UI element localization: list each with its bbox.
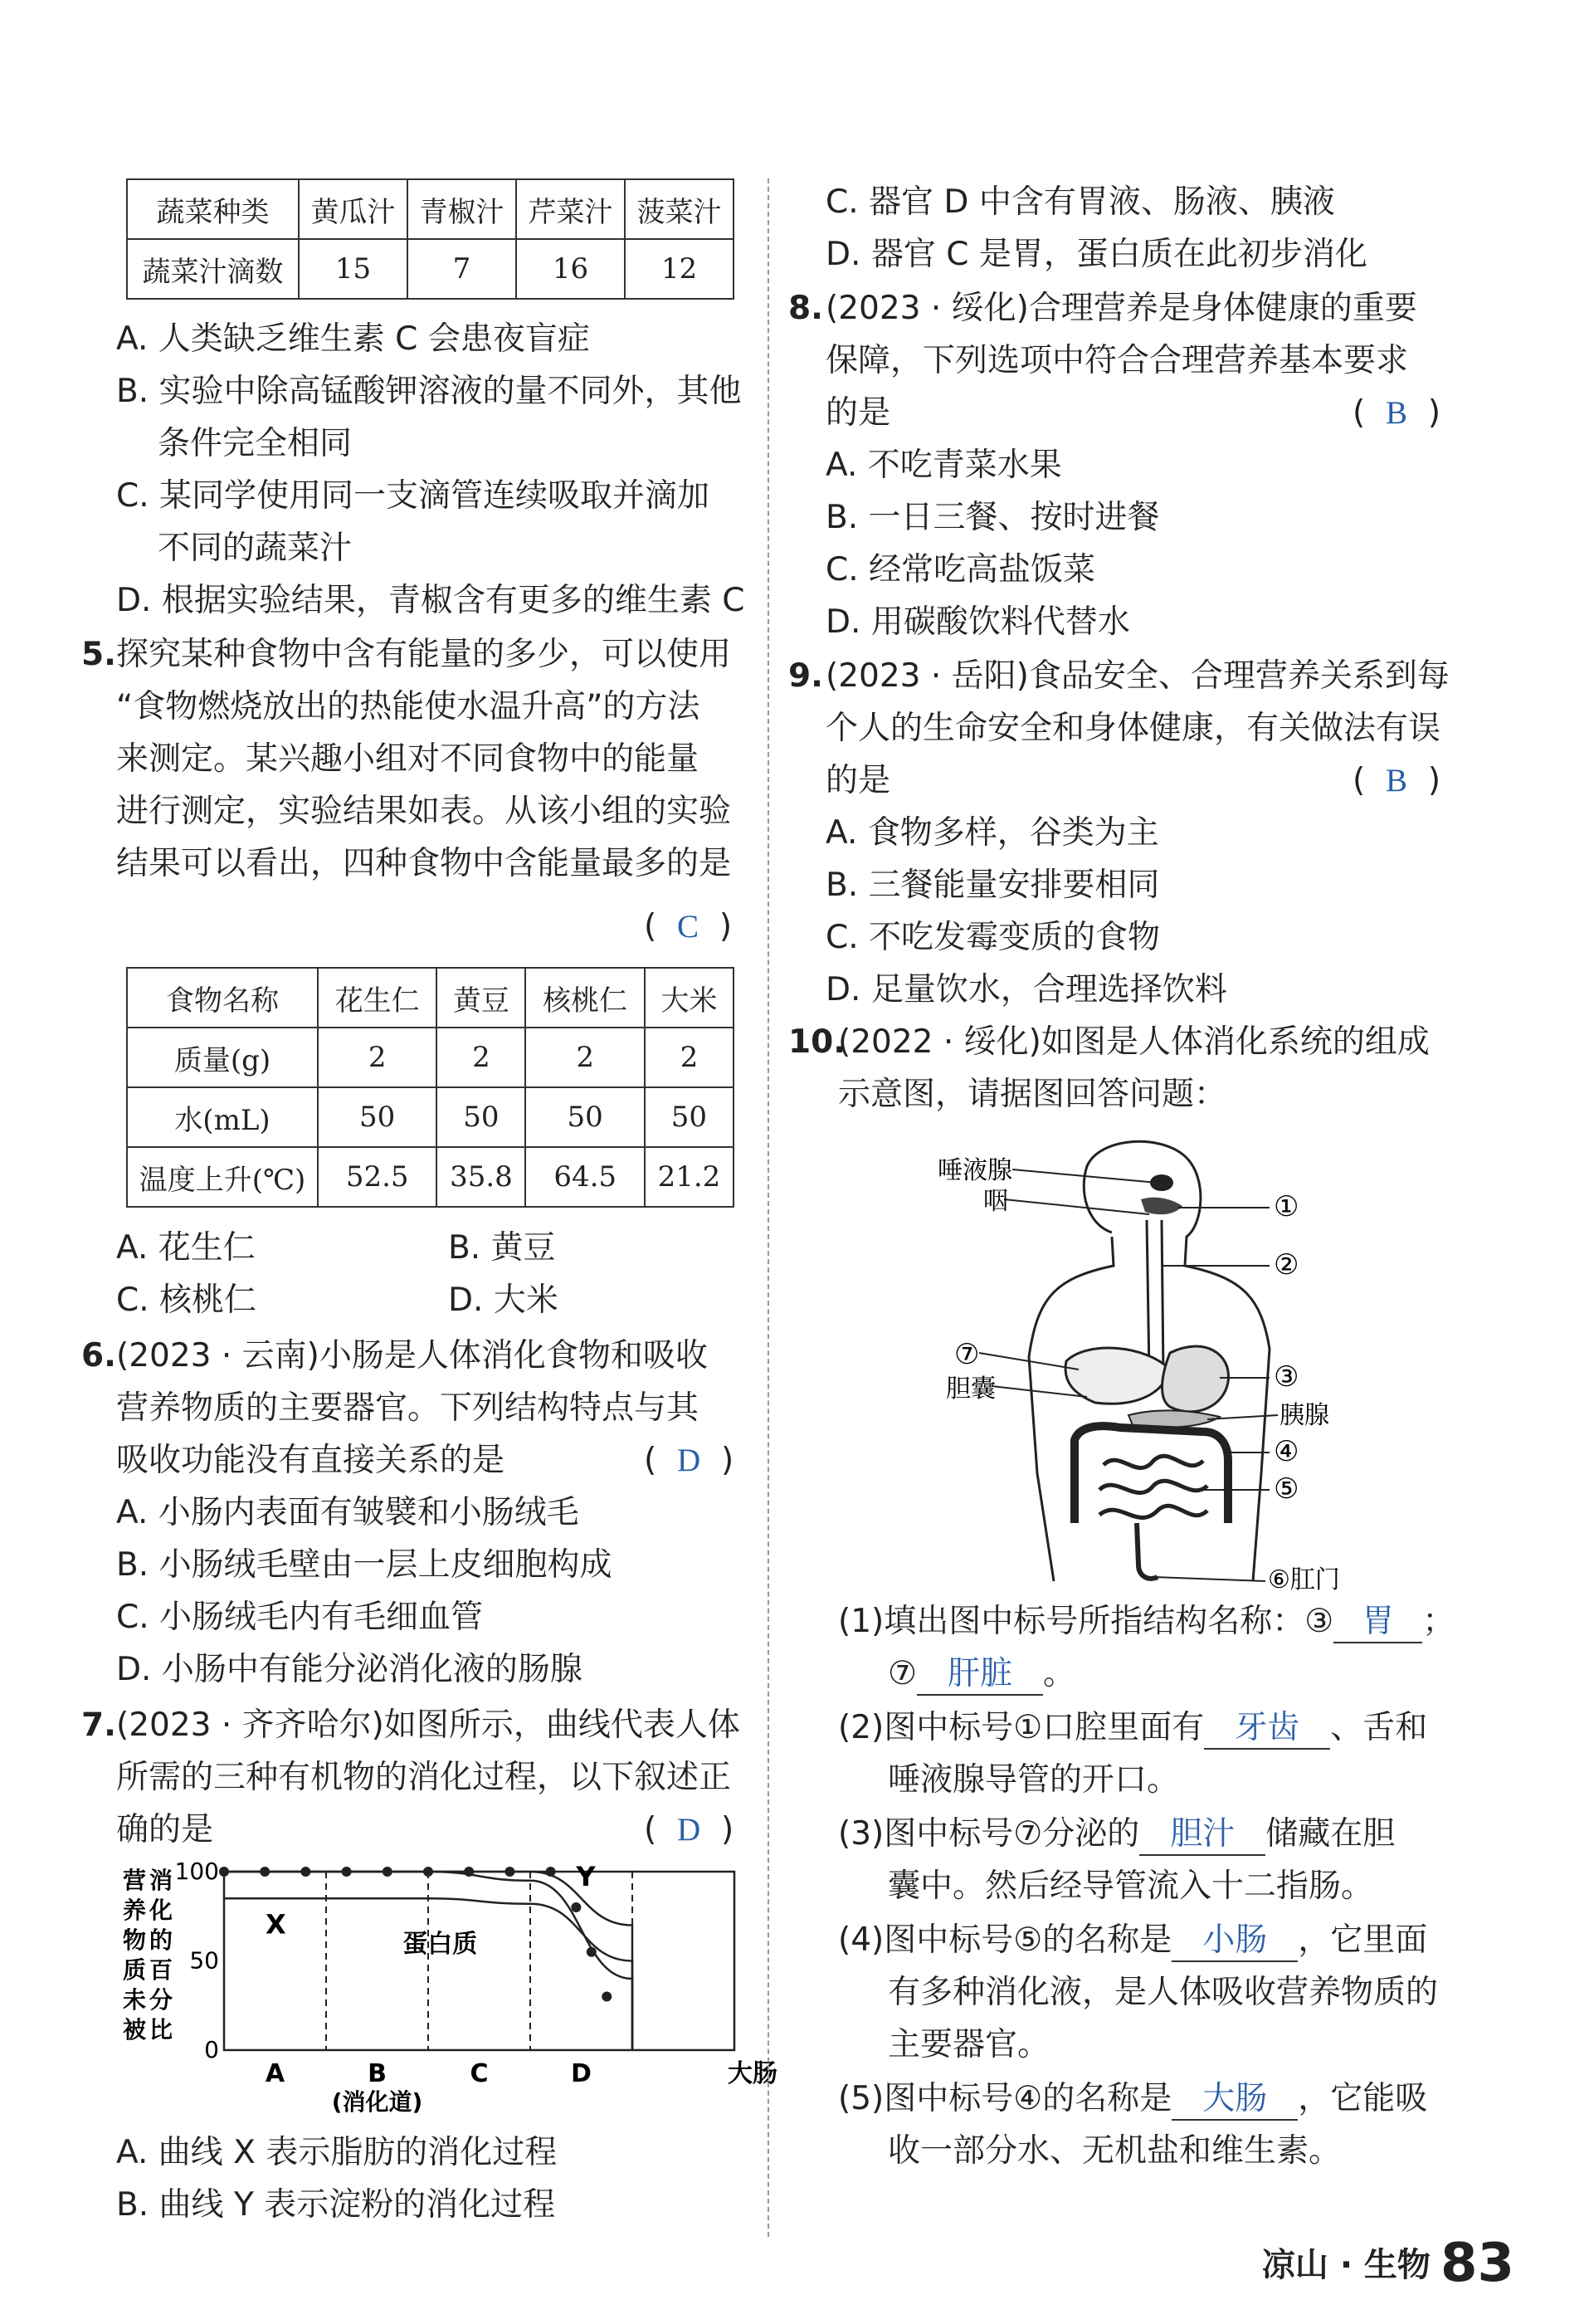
q7-digestion-chart bbox=[116, 1855, 777, 2121]
q10-sub1-label7: ⑦ bbox=[888, 1655, 917, 1692]
q5-cell: 50 bbox=[645, 1087, 734, 1147]
q6-option-a: A. 小肠内表面有皱襞和小肠绒毛 bbox=[116, 1494, 579, 1531]
q6-stem-line: (2023 · 云南)小肠是人体消化食物和吸收 bbox=[116, 1337, 708, 1374]
q7-option-a: A. 曲线 X 表示脂肪的消化过程 bbox=[116, 2134, 558, 2171]
q7-stem-line: 所需的三种有机物的消化过程，以下叙述正 bbox=[116, 1759, 732, 1796]
q5-cell: 50 bbox=[525, 1087, 644, 1147]
q8-stem-line: (2023 · 绥化)合理营养是身体健康的重要 bbox=[826, 290, 1417, 327]
q5-header-4: 大米 bbox=[645, 968, 734, 1028]
q4-header-4: 菠菜汁 bbox=[625, 179, 734, 239]
q9-number: 9. bbox=[788, 657, 823, 695]
q10-sub5-text-b: ，它能吸 bbox=[1298, 2080, 1428, 2117]
q9-answer-paren: ( B ) bbox=[1353, 762, 1441, 799]
q6-option-b: B. 小肠绒毛壁由一层上皮细胞构成 bbox=[116, 1546, 612, 1584]
q4-option-a: A. 人类缺乏维生素 C 会患夜盲症 bbox=[116, 320, 590, 358]
q10-sub2-cont: 唾液腺导管的开口。 bbox=[888, 1761, 1180, 1799]
q10-sub4-cont2: 主要器官。 bbox=[888, 2026, 1050, 2063]
liver bbox=[1065, 1348, 1170, 1404]
chart-ylabel-char: 质 bbox=[123, 1956, 147, 1984]
q10-sub5-answer: 大肠 bbox=[1172, 2079, 1298, 2121]
q10-sub1-text: (1)填出图中标号所指结构名称：③ bbox=[838, 1603, 1334, 1640]
label-anus: ⑥肛门 bbox=[1268, 1565, 1340, 1594]
q9-stem-line: 的是 bbox=[826, 762, 891, 799]
q5-answer-paren: ( C ) bbox=[644, 908, 733, 945]
q7-answer-paren: ( D ) bbox=[644, 1811, 734, 1848]
q5-row-label: 水(mL) bbox=[127, 1087, 318, 1147]
q10-stem-line: 示意图，请据图回答问题： bbox=[838, 1076, 1227, 1113]
q7-option-c: C. 器官 D 中含有胃液、肠液、胰液 bbox=[826, 183, 1335, 221]
q9-option-c: C. 不吃发霉变质的食物 bbox=[826, 919, 1161, 956]
q4-cell: 7 bbox=[407, 239, 516, 299]
label-1: ① bbox=[1274, 1190, 1299, 1223]
q4-option-d: D. 根据实验结果，青椒含有更多的维生素 C bbox=[116, 582, 745, 619]
q6-stem-line: 营养物质的主要器官。下列结构特点与其 bbox=[116, 1389, 699, 1427]
chart-data-point bbox=[383, 1867, 392, 1877]
q4-header-3: 芹菜汁 bbox=[516, 179, 625, 239]
footer-label: 凉山 · 生物 bbox=[1261, 2246, 1431, 2284]
chart-ylabel-char: 消 bbox=[149, 1867, 173, 1894]
q10-sub3-cont: 囊中。然后经导管流入十二指肠。 bbox=[888, 1868, 1374, 1905]
q5-stem-line: 探究某种食物中含有能量的多少，可以使用 bbox=[116, 636, 732, 673]
chart-ytick-label: 100 bbox=[174, 1858, 219, 1885]
q5-row-label: 温度上升(℃) bbox=[127, 1147, 318, 1207]
q10-stem-line: (2022 · 绥化)如图是人体消化系统的组成 bbox=[838, 1023, 1430, 1061]
q10-sub4-text: (4)图中标号⑤的名称是 bbox=[838, 1921, 1172, 1959]
chart-data-point bbox=[423, 1867, 433, 1877]
q7-option-b: B. 曲线 Y 表示淀粉的消化过程 bbox=[116, 2186, 556, 2224]
chart-xtick-label: 大肠 bbox=[728, 2059, 777, 2088]
rectum bbox=[1137, 1523, 1158, 1579]
q5-stem-line: 结果可以看出，四种食物中含能量最多的是 bbox=[116, 845, 732, 882]
q5-option-d: D. 大米 bbox=[448, 1282, 558, 1319]
q10-sub3-text: (3)图中标号⑦分泌的 bbox=[838, 1815, 1140, 1853]
q4-option-c: C. 某同学使用同一支滴管连续吸取并滴加 bbox=[116, 477, 710, 515]
q8-option-a: A. 不吃青菜水果 bbox=[826, 447, 1062, 484]
q5-cell: 2 bbox=[645, 1028, 734, 1087]
chart-data-point bbox=[260, 1867, 270, 1877]
q7-number: 7. bbox=[81, 1706, 116, 1744]
q4-header-2: 青椒汁 bbox=[407, 179, 516, 239]
q5-number: 5. bbox=[81, 636, 116, 673]
stomach bbox=[1163, 1346, 1229, 1412]
chart-data-point bbox=[571, 1902, 581, 1912]
q10-sub5-cont: 收一部分水、无机盐和维生素。 bbox=[888, 2132, 1342, 2170]
chart-data-point bbox=[300, 1867, 310, 1877]
q7-option-d: D. 器官 C 是胃，蛋白质在此初步消化 bbox=[826, 236, 1367, 273]
q10-sub2-text-b: 、舌和 bbox=[1330, 1709, 1428, 1746]
q8-answer: B bbox=[1386, 395, 1408, 431]
label-salivary-gland: 唾液腺 bbox=[938, 1156, 1012, 1185]
q9-option-b: B. 三餐能量安排要相同 bbox=[826, 867, 1160, 904]
q5-row-label: 质量(g) bbox=[127, 1028, 318, 1087]
label-2: ② bbox=[1274, 1248, 1299, 1282]
q5-header-0: 食物名称 bbox=[127, 968, 318, 1028]
chart-data-point bbox=[546, 1867, 556, 1877]
chart-ylabel-char: 营 bbox=[123, 1867, 147, 1894]
q10-sub4-answer: 小肠 bbox=[1172, 1921, 1298, 1962]
label-7: ⑦ bbox=[954, 1338, 980, 1371]
q5-header-3: 核桃仁 bbox=[525, 968, 644, 1028]
page-number: 83 bbox=[1440, 2233, 1514, 2294]
q5-cell: 2 bbox=[525, 1028, 644, 1087]
chart-ytick-label: 0 bbox=[204, 2036, 219, 2063]
q10-sub5-text: (5)图中标号④的名称是 bbox=[838, 2080, 1172, 2117]
q8-option-c: C. 经常吃高盐饭菜 bbox=[826, 551, 1096, 588]
q6-option-d: D. 小肠中有能分泌消化液的肠腺 bbox=[116, 1651, 582, 1688]
q6-option-c: C. 小肠绒毛内有毛细血管 bbox=[116, 1599, 484, 1636]
q6-stem-line: 吸收功能没有直接关系的是 bbox=[116, 1442, 505, 1479]
q10-sub4-text-b: ，它里面 bbox=[1298, 1921, 1428, 1959]
q4-option-b: B. 实验中除高锰酸钾溶液的量不同外，其他 bbox=[116, 373, 742, 410]
q10-sub2-text: (2)图中标号①口腔里面有 bbox=[838, 1709, 1205, 1746]
q5-cell: 50 bbox=[318, 1087, 436, 1147]
chart-data-point bbox=[464, 1867, 474, 1877]
label-4: ④ bbox=[1274, 1435, 1299, 1468]
small-intestine bbox=[1099, 1456, 1207, 1517]
label-3: ③ bbox=[1274, 1360, 1299, 1394]
q5-stem-line: 来测定。某兴趣小组对不同食物中的能量 bbox=[116, 740, 699, 778]
q5-cell: 50 bbox=[436, 1087, 525, 1147]
chart-data-point bbox=[219, 1867, 229, 1877]
q4-cell: 15 bbox=[299, 239, 407, 299]
q7-answer: D bbox=[677, 1812, 701, 1848]
q10-sub1-sep: ； bbox=[1422, 1603, 1455, 1640]
chart-xtick-label: A bbox=[265, 2059, 285, 2088]
q9-option-d: D. 足量饮水，合理选择饮料 bbox=[826, 971, 1227, 1008]
q8-stem-line: 保障，下列选项中符合合理营养基本要求 bbox=[826, 342, 1409, 379]
q5-cell: 52.5 bbox=[318, 1147, 436, 1207]
q4-cell: 16 bbox=[516, 239, 625, 299]
q9-stem-line: (2023 · 岳阳)食品安全、合理营养关系到每 bbox=[826, 657, 1450, 695]
chart-xtick-label: B bbox=[368, 2059, 387, 2088]
chart-ylabel-char: 分 bbox=[149, 1986, 173, 2014]
q8-number: 8. bbox=[788, 290, 823, 327]
chart-ylabel-char: 物 bbox=[123, 1926, 147, 1954]
q10-sub5-line bbox=[838, 2079, 1427, 2121]
chart-xlabel: (消化道) bbox=[331, 2088, 423, 2116]
q4-option-c-cont: 不同的蔬菜汁 bbox=[158, 530, 353, 567]
chart-ylabel-char: 被 bbox=[123, 2016, 147, 2043]
q10-sub3-line bbox=[838, 1814, 1395, 1856]
chart-xtick-label: C bbox=[470, 2059, 489, 2088]
q10-sub1-answer-b: 肝脏 bbox=[917, 1654, 1043, 1696]
label-pharynx: 咽 bbox=[983, 1187, 1008, 1216]
q10-sub3-text-b: 储藏在胆 bbox=[1265, 1815, 1396, 1853]
q8-answer-paren: ( B ) bbox=[1353, 394, 1441, 432]
leader-line bbox=[1004, 1199, 1149, 1214]
q10-sub1-line bbox=[838, 1602, 1455, 1643]
q4-table bbox=[126, 178, 734, 300]
chart-data-point bbox=[602, 1992, 612, 2002]
q8-option-b: B. 一日三餐、按时进餐 bbox=[826, 499, 1160, 536]
q5-answer: C bbox=[677, 909, 699, 945]
q5-option-a: A. 花生仁 bbox=[116, 1229, 256, 1267]
q10-sub1-end: 。 bbox=[1042, 1655, 1075, 1692]
q10-sub1-line2 bbox=[888, 1654, 1075, 1696]
q10-sub4-cont: 有多种消化液，是人体吸收营养物质的 bbox=[888, 1974, 1439, 2011]
q9-answer: B bbox=[1386, 763, 1408, 798]
q7-stem-line: (2023 · 齐齐哈尔)如图所示，曲线代表人体 bbox=[116, 1706, 740, 1744]
chart-ytick-label: 50 bbox=[189, 1946, 219, 1975]
large-intestine bbox=[1075, 1426, 1228, 1523]
q5-table bbox=[126, 967, 734, 1208]
chart-ylabel-char: 百 bbox=[149, 1956, 173, 1984]
q5-option-c: C. 核桃仁 bbox=[116, 1282, 257, 1319]
q5-cell: 64.5 bbox=[525, 1147, 644, 1207]
q5-cell: 35.8 bbox=[436, 1147, 525, 1207]
chart-data-point bbox=[504, 1867, 514, 1877]
q4-header-1: 黄瓜汁 bbox=[299, 179, 407, 239]
label-5: ⑤ bbox=[1274, 1472, 1299, 1506]
q10-sub3-answer: 胆汁 bbox=[1139, 1814, 1265, 1856]
chart-ylabel-char: 比 bbox=[149, 2016, 173, 2043]
digestive-system-diagram bbox=[921, 1133, 1386, 1594]
chart-annotation-x: X bbox=[266, 1908, 286, 1941]
q6-answer: D bbox=[677, 1443, 701, 1478]
label-pancreas: 胰腺 bbox=[1279, 1401, 1329, 1430]
chart-annotation-y: Y bbox=[576, 1861, 596, 1893]
chart-xtick-label: D bbox=[571, 2059, 592, 2088]
q6-number: 6. bbox=[81, 1337, 116, 1374]
chart-data-point bbox=[587, 1947, 597, 1957]
q6-answer-paren: ( D ) bbox=[644, 1442, 734, 1479]
mouth bbox=[1141, 1198, 1182, 1215]
q4-cell: 12 bbox=[625, 239, 734, 299]
label-gallbladder: 胆囊 bbox=[946, 1374, 996, 1404]
page-footer bbox=[1262, 2233, 1514, 2294]
q10-sub2-answer: 牙齿 bbox=[1204, 1708, 1330, 1750]
q10-number: 10. bbox=[788, 1023, 846, 1061]
chart-ylabel-char: 化 bbox=[149, 1897, 173, 1924]
q5-cell: 2 bbox=[318, 1028, 436, 1087]
chart-data-point bbox=[342, 1867, 352, 1877]
q4-option-b-cont: 条件完全相同 bbox=[158, 425, 353, 462]
chart-ylabel-char: 未 bbox=[123, 1986, 147, 2014]
leader-line bbox=[1153, 1577, 1265, 1581]
q4-row-label: 蔬菜汁滴数 bbox=[127, 239, 299, 299]
chart-annotation-protein: 蛋白质 bbox=[402, 1929, 478, 1959]
q10-sub2-line bbox=[838, 1708, 1427, 1750]
q9-option-a: A. 食物多样，谷类为主 bbox=[826, 814, 1159, 852]
q5-header-1: 花生仁 bbox=[318, 968, 436, 1028]
q8-stem-line: 的是 bbox=[826, 394, 891, 432]
q4-header-0: 蔬菜种类 bbox=[127, 179, 299, 239]
q5-stem-line: “食物燃烧放出的热能使水温升高”的方法 bbox=[116, 688, 700, 725]
q8-option-d: D. 用碳酸饮料代替水 bbox=[826, 603, 1130, 641]
chart-ylabel-char: 的 bbox=[149, 1926, 173, 1954]
q5-option-b: B. 黄豆 bbox=[448, 1229, 556, 1267]
column-divider bbox=[768, 178, 769, 2237]
q5-cell: 2 bbox=[436, 1028, 525, 1087]
q9-stem-line: 个人的生命安全和身体健康，有关做法有误 bbox=[826, 710, 1441, 747]
q5-header-2: 黄豆 bbox=[436, 968, 525, 1028]
q7-stem-line: 确的是 bbox=[116, 1811, 214, 1848]
esophagus bbox=[1147, 1220, 1163, 1374]
q10-sub1-answer-a: 胃 bbox=[1333, 1602, 1422, 1643]
q5-stem-line: 进行测定，实验结果如表。从该小组的实验 bbox=[116, 793, 732, 830]
q10-sub4-line bbox=[838, 1921, 1427, 1962]
chart-ylabel-char: 养 bbox=[123, 1897, 147, 1924]
q5-cell: 21.2 bbox=[645, 1147, 734, 1207]
